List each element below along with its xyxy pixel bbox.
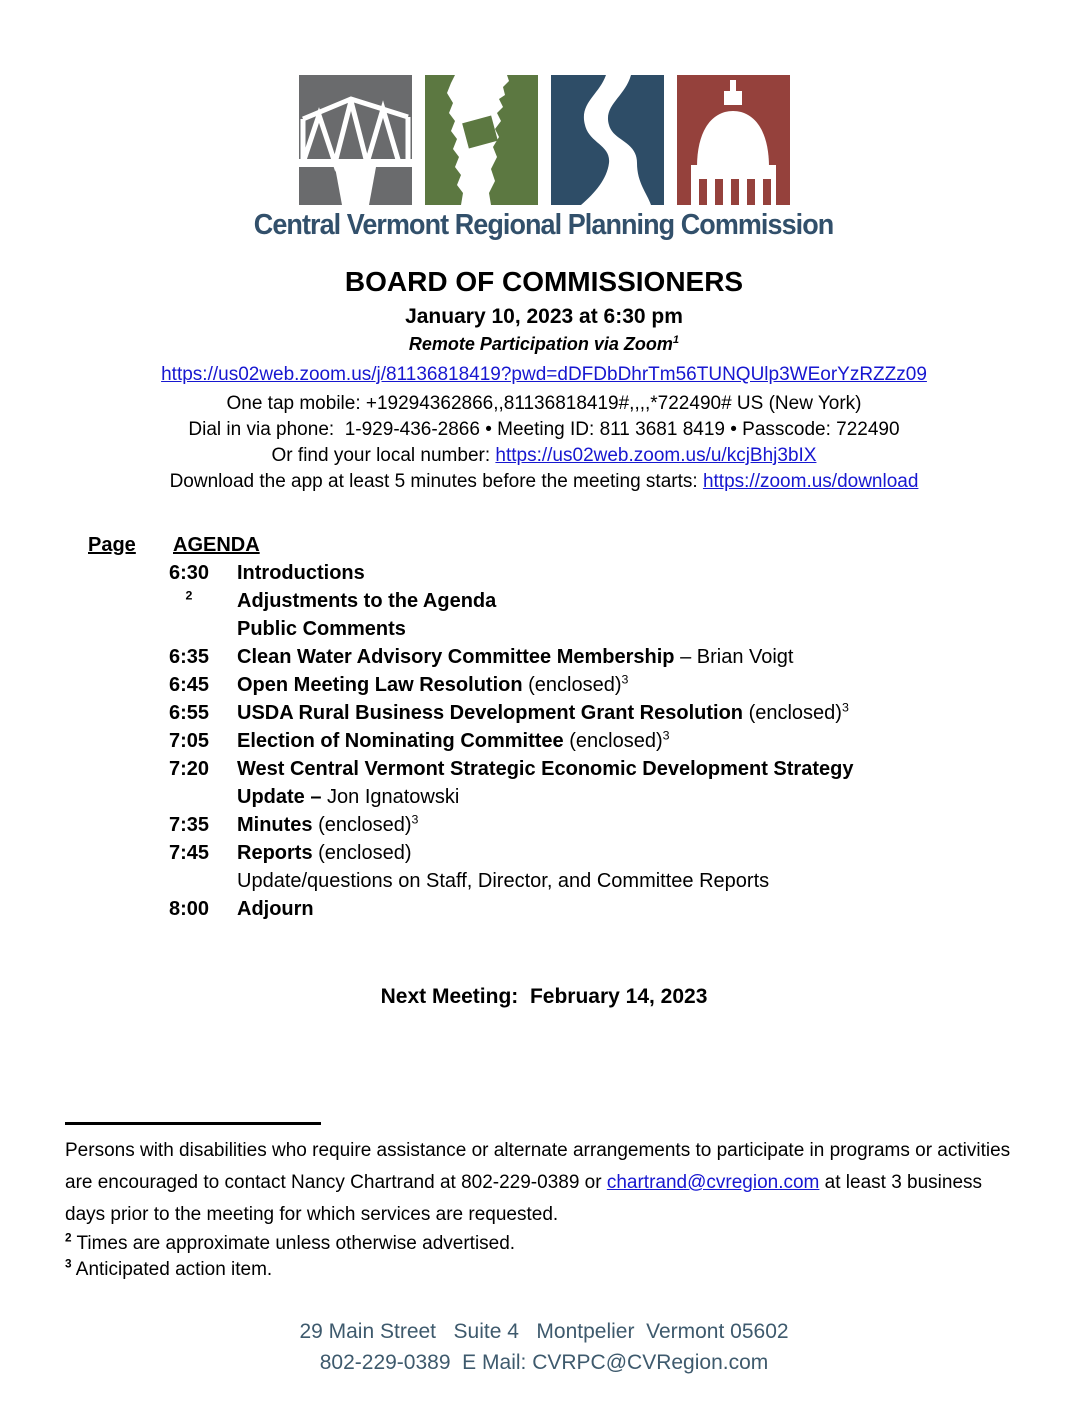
footnote-section [65, 1122, 1023, 1283]
agenda-row [88, 811, 1088, 839]
agenda-time: 7:45 [168, 842, 210, 864]
vermont-map-icon [425, 75, 538, 205]
agenda-item-text: Introductions [237, 562, 365, 584]
dial-in-info: Dial in via phone: 1-929-436-2866 • Meeting ID: 811 3681 8419 • Passcode: 722490 [188, 419, 900, 440]
capitol-dome-icon [677, 75, 790, 205]
agenda-row [88, 643, 1088, 671]
one-tap-mobile: One tap mobile: +19294362866,,81136818419#,,,,*722490# US (New York) [226, 393, 862, 414]
agenda-item-text: Clean Water Advisory Committee Membership – Brian Voigt [237, 646, 794, 668]
zoom-join-link-line [0, 364, 1088, 386]
zoom-join-link[interactable]: https://us02web.zoom.us/j/81136818419?pwd=dDFDbDhrTm56TUNQUlp3WEorYzRZZz09 [161, 364, 927, 385]
agenda-page-cell [88, 559, 158, 587]
agenda-page-cell [88, 867, 158, 895]
agenda-row [88, 699, 1088, 727]
agenda-row [88, 615, 1088, 643]
agenda-page-cell [88, 811, 158, 839]
footer-contact: 802-229-0389 E Mail: CVRPC@CVRegion.com [319, 1351, 769, 1374]
footnote-2: $^2$ Times are approximate unless otherwise advertised. [65, 1231, 516, 1254]
agenda-row [88, 671, 1088, 699]
agenda-time: 6:45 [168, 674, 210, 696]
agenda-page-cell [88, 895, 158, 923]
agenda-row [88, 559, 1088, 587]
agenda-header [88, 531, 1088, 559]
agenda-item-text: Public Comments [237, 618, 406, 640]
agenda-time: 7:20 [168, 758, 210, 780]
agenda-row [88, 867, 1088, 895]
agenda-time: 6:30 [168, 562, 210, 584]
agenda-item-text: Update/questions on Staff, Director, and Committee Reports [237, 870, 770, 892]
footnote-3: $^3$ Anticipated action item. [65, 1257, 273, 1280]
agenda-time: 6:55 [168, 702, 210, 724]
org-name: Central Vermont Regional Planning Commission [254, 209, 834, 241]
page-column-header: Page [88, 534, 136, 556]
page-title: BOARD OF COMMISSIONERS [344, 266, 744, 297]
agenda-page-cell [88, 643, 158, 671]
agenda-page-cell [88, 671, 158, 699]
agenda-item-text: West Central Vermont Strategic Economic Development Strategy Update – Jon Ignatowski [237, 758, 854, 808]
download-app-line: Download the app at least 5 minutes before the meeting starts: https://zoom.us/download [169, 471, 919, 492]
agenda-item-text: Election of Nominating Committee (enclosed)$^3$ [237, 728, 670, 752]
agenda-time: 6:35 [168, 646, 210, 668]
local-number-line: Or find your local number: https://us02web.zoom.us/u/kcjBhj3bIX [271, 445, 817, 466]
contact-email-link[interactable]: chartrand@cvregion.com [606, 1172, 820, 1193]
agenda-item-text: Adjustments to the Agenda [237, 590, 497, 612]
agenda-time: 2 [185, 588, 193, 603]
agenda-item-text: Reports (enclosed) [237, 842, 412, 864]
agenda-rows [88, 559, 1088, 923]
agenda-page-cell [88, 839, 158, 867]
agenda-row [88, 895, 1088, 923]
agenda-item-text: USDA Rural Business Development Grant Resolution (enclosed)$^3$ [237, 700, 849, 724]
agenda-row [88, 839, 1088, 867]
footer [0, 1316, 1088, 1378]
agenda-section [88, 531, 1088, 923]
agenda-row [88, 587, 1088, 615]
agenda-row [88, 727, 1088, 755]
agenda-row [88, 755, 1088, 811]
agenda-time [158, 615, 220, 643]
footnote-divider [65, 1122, 321, 1125]
local-number-link[interactable]: https://us02web.zoom.us/u/kcjBhj3bIX [495, 445, 817, 466]
agenda-page-cell [88, 587, 158, 615]
agenda-page-cell [88, 755, 158, 811]
agenda-page-cell [88, 615, 158, 643]
agenda-column-header: AGENDA [173, 534, 260, 556]
agenda-time: 8:00 [168, 898, 210, 920]
agenda-time: 7:05 [168, 730, 210, 752]
agenda-time: 7:35 [168, 814, 210, 836]
bridge-icon [299, 75, 412, 205]
agenda-time [158, 867, 220, 895]
agenda-page-cell [88, 699, 158, 727]
meeting-datetime: January 10, 2023 at 6:30 pm [405, 305, 683, 328]
agenda-item-text: Open Meeting Law Resolution (enclosed)$^3$ [237, 672, 629, 696]
cvrpc-logo [0, 0, 1088, 205]
river-icon [551, 75, 664, 205]
participation-note: Remote Participation via Zoom$^1$ [408, 334, 680, 354]
footer-address: 29 Main Street Suite 4 Montpelier Vermont 05602 [299, 1320, 789, 1343]
agenda-item-text: Adjourn [237, 898, 314, 920]
next-meeting: Next Meeting: February 14, 2023 [380, 985, 708, 1008]
agenda-page-cell [88, 727, 158, 755]
agenda-item-text: Minutes (enclosed)$^3$ [237, 812, 419, 836]
meeting-access-block [0, 391, 1088, 495]
accessibility-note: Persons with disabilities who require assistance or alternate arrangements to participate in programs or activities are encouraged to contact Nancy Chartrand at 802-229-0389 or chartrand@cvregion.com at least 3 business days prior to the meeting for which services are requested. [65, 1140, 1011, 1225]
zoom-download-link[interactable]: https://zoom.us/download [702, 471, 919, 492]
